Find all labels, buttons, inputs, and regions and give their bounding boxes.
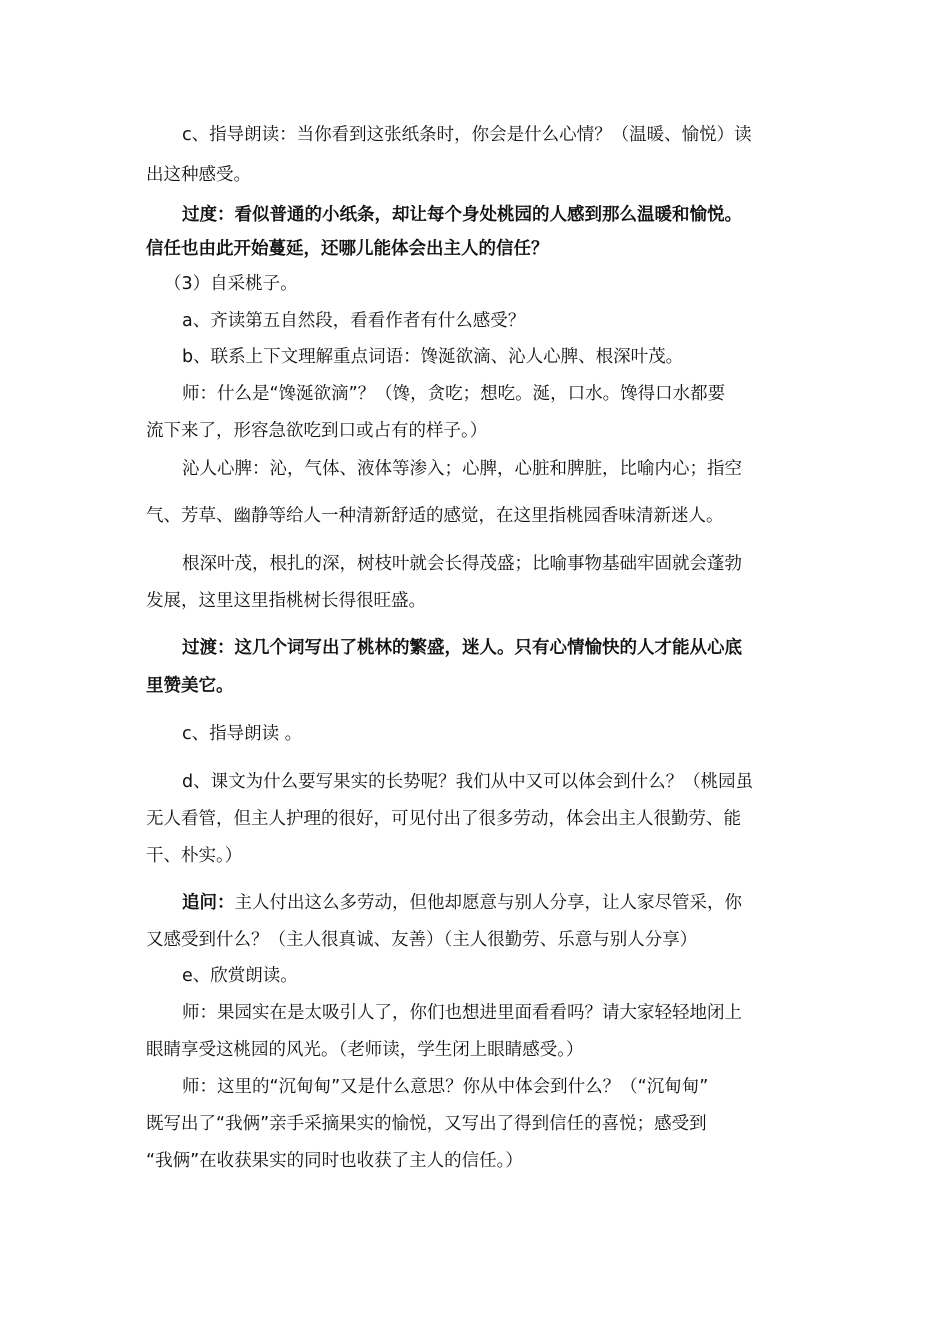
follow-up-text: 主人付出这么多劳动，但他却愿意与别人分享，让人家尽管采，你: [234, 893, 742, 913]
paragraph-line: b、联系上下文理解重点词语：馋涎欲滴、沁人心脾、根深叶茂。: [182, 347, 684, 367]
paragraph-line: 无人看管，但主人护理的很好，可见付出了很多劳动，体会出主人很勤劳、能: [146, 809, 741, 829]
paragraph-line: d、课文为什么要写果实的长势呢？我们从中又可以体会到什么？（桃园虽: [182, 772, 754, 792]
paragraph-line: 又感受到什么？（主人很真诚、友善）（主人很勤劳、乐意与别人分享）: [146, 930, 698, 950]
paragraph-line: “我俩”在收获果实的同时也收获了主人的信任。）: [146, 1151, 523, 1171]
paragraph-line: 眼睛享受这桃园的风光。（老师读，学生闭上眼睛感受。）: [146, 1040, 584, 1060]
paragraph-line: 干、朴实。）: [146, 846, 243, 866]
paragraph-line: 出这种感受。: [146, 165, 251, 185]
paragraph-line: 发展，这里这里指桃树长得很旺盛。: [146, 591, 426, 611]
paragraph-line: a、齐读第五自然段，看看作者有什么感受？: [182, 311, 526, 331]
paragraph-line: 根深叶茂，根扎的深，树枝叶就会长得茂盛；比喻事物基础牢固就会蓬勃: [182, 554, 742, 574]
transition-line: 信任也由此开始蔓延，还哪儿能体会出主人的信任？: [146, 239, 549, 259]
transition-line: 过度：看似普通的小纸条，却让每个身处桃园的人感到那么温暖和愉悦。: [182, 205, 742, 225]
paragraph-line: e、欣赏朗读。: [182, 966, 298, 986]
transition-line: 里赞美它。: [146, 676, 234, 696]
paragraph-line: 师：什么是“馋涎欲滴”？（馋，贪吃；想吃。涎，口水。馋得口水都要: [182, 384, 726, 404]
paragraph-line: c、指导朗读：当你看到这张纸条时，你会是什么心情？（温暖、愉悦）读: [182, 125, 752, 145]
paragraph-line: 师：果园实在是太吸引人了，你们也想进里面看看吗？请大家轻轻地闭上: [182, 1003, 742, 1023]
paragraph-line: c、指导朗读 。: [182, 724, 303, 744]
transition-line: 过渡：这几个词写出了桃林的繁盛，迷人。只有心情愉快的人才能从心底: [182, 638, 742, 658]
paragraph-line: 师：这里的“沉甸甸”又是什么意思？你从中体会到什么？（“沉甸甸”: [182, 1077, 709, 1097]
follow-up-line: [182, 895, 842, 913]
follow-up-label: 追问：: [182, 893, 235, 913]
paragraph-line: 既写出了“我俩”亲手采摘果实的愉悦，又写出了得到信任的喜悦；感受到: [146, 1114, 707, 1134]
paragraph-line: 气、芳草、幽静等给人一种清新舒适的感觉，在这里指桃园香味清新迷人。: [146, 506, 724, 526]
paragraph-line: 流下来了，形容急欲吃到口或占有的样子。）: [146, 421, 488, 441]
section-heading: （3）自采桃子。: [164, 274, 298, 294]
paragraph-line: 沁人心脾：沁，气体、液体等渗入；心脾，心脏和脾脏，比喻内心；指空: [182, 459, 742, 479]
